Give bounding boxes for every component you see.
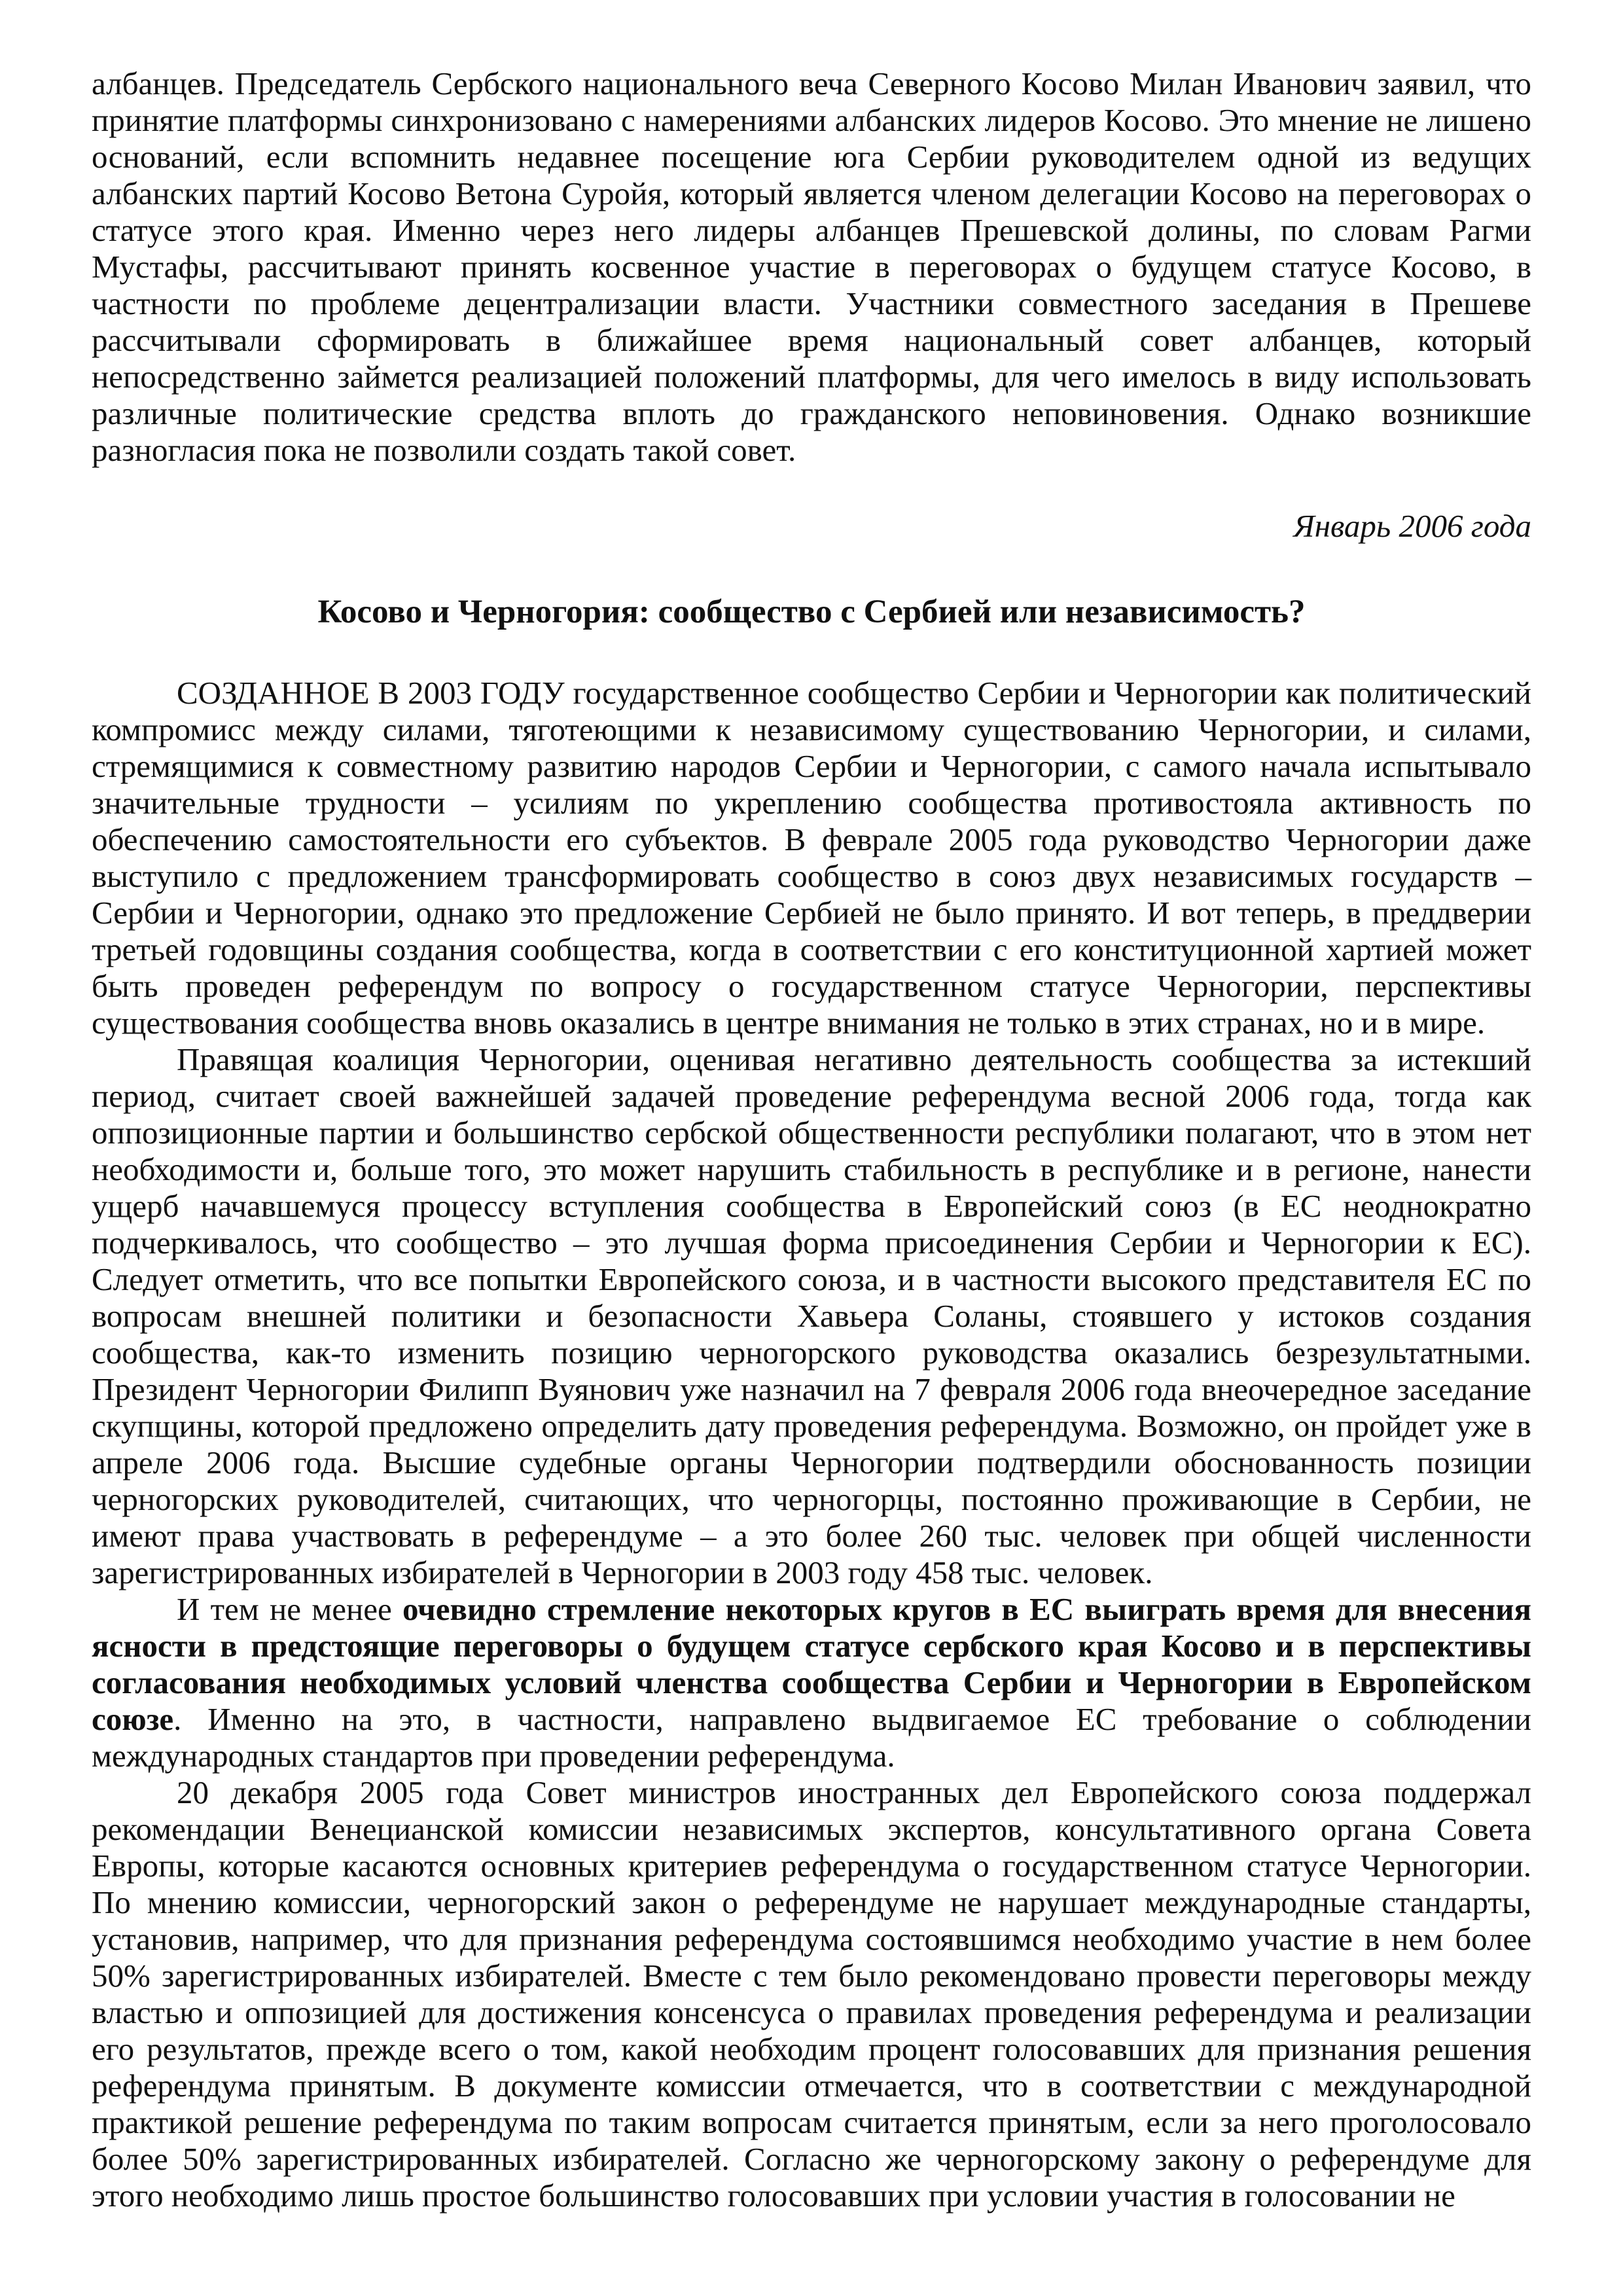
intro-paragraph: албанцев. Председатель Сербского национального веча Северного Косово Милан Иванович заявил, что принятие платформы синхронизовано с намерениями албанских лидеров Косово. Это мнение не лишено оснований, если вспомнить недавнее посещение юга Сербии руководителем одной из ведущих албанских партий Косово Ветона Суройя, который является членом делегации Косово на переговорах о статусе этого края. Именно через него лидеры албанцев Прешевской долины, по словам Рагми Мустафы, рассчитывают принять косвенное участие в переговорах о будущем статусе Косово, в частности по проблеме децентрализации власти. Участники совместного заседания в Прешеве рассчитывали сформировать в ближайшее время национальный совет албанцев, который непосредственно займется реализацией положений платформы, для чего имелось в виду использовать различные политические средства вплоть до гражданского неповиновения. Однако возникшие разногласия пока не позволили создать такой совет. xyxy=(92,65,1531,468)
date-line: Январь 2006 года xyxy=(1293,508,1531,544)
article-title: Косово и Черногория: сообщество с Сербией или независимость? xyxy=(317,594,1306,630)
paragraph-3-end: . Именно на это, в частности, направлено выдвигаемое ЕС требование о соблюдении международных стандартов при проведении референдума. xyxy=(92,1701,1531,1774)
paragraph-4: 20 декабря 2005 года Совет министров иностранных дел Европейского союза поддержал рекомендации Венецианской комиссии независимых экспертов, консультативного органа Совета Европы, которые касаются основных критериев референдума о государственном статусе Черногории. По мнению комиссии, черногорский закон о референдуме не нарушает международные стандарты, установив, например, что для признания референдума состоявшимся необходимо участие в нем более 50% зарегистрированных избирателей. Вместе с тем было рекомендовано провести переговоры между властью и оппозицией для достижения консенсуса о правилах проведения референдума и реализации его результатов, прежде всего о том, какой необходим процент голосовавших для признания решения референдума принятым. В документе комиссии отмечается, что в соответствии с международной практикой решение референдума по таким вопросам считается принятым, если за него проголосовало более 50% зарегистрированных избирателей. Согласно же черногорскому закону о референдуме для этого необходимо лишь простое большинство голосовавших при условии участия в голосовании не xyxy=(92,1774,1531,2214)
paragraph-3-start: И тем не менее xyxy=(177,1591,402,1627)
paragraph-1: СОЗДАННОЕ В 2003 ГОДУ государственное сообщество Сербии и Черногории как политический компромисс между силами, тяготеющими к независимому существованию Черногории, и силами, стремящимися к совместному развитию народов Сербии и Черногории, с самого начала испытывало значительные трудности – усилиям по укреплению сообщества противостояла активность по обеспечению самостоятельности его субъектов. В феврале 2005 года руководство Черногории даже выступило с предложением трансформировать сообщество в союз двух независимых государств – Сербии и Черногории, однако это предложение Сербией не было принято. И вот теперь, в преддверии третьей годовщины создания сообщества, когда в соответствии с его конституционной хартией может быть проведен референдум по вопросу о государственном статусе Черногории, перспективы существования сообщества вновь оказались в центре внимания не только в этих странах, но и в мире. xyxy=(92,675,1531,1041)
paragraph-2: Правящая коалиция Черногории, оценивая негативно деятельность сообщества за истекший период, считает своей важнейшей задачей проведение референдума весной 2006 года, тогда как оппозиционные партии и большинство сербской общественности республики полагают, что в этом нет необходимости и, больше того, это может нарушить стабильность в республике и в регионе, нанести ущерб начавшемуся процессу вступления сообщества в Европейский союз (в ЕС неоднократно подчеркивалось, что сообщество – это лучшая форма присоединения Сербии и Черногории к ЕС). Следует отметить, что все попытки Европейского союза, и в частности высокого представителя ЕС по вопросам внешней политики и безопасности Хавьера Соланы, стоявшего у истоков создания сообщества, как-то изменить позицию черногорского руководства оказались безрезультатными. Президент Черногории Филипп Вуянович уже назначил на 7 февраля 2006 года внеочередное заседание скупщины, которой предложено определить дату проведения референдума. Возможно, он пройдет уже в апреле 2006 года. Высшие судебные органы Черногории подтвердили обоснованность позиции черногорских руководителей, считающих, что черногорцы, постоянно проживающие в Сербии, не имеют права участвовать в референдуме – а это более 260 тыс. человек при общей численности зарегистрированных избирателей в Черногории в 2003 году 458 тыс. человек. xyxy=(92,1041,1531,1590)
document-page xyxy=(92,65,1531,2214)
paragraph-3-emphasis: очевидно стремление некоторых кругов в ЕС выиграть время для внесения ясности в предстоящие переговоры о будущем статусе сербского края Косово и в перспективы согласования необходимых условий членства сообщества Сербии и Черногории в Европейском союзе xyxy=(92,1591,1531,1737)
paragraph-3 xyxy=(92,1591,1531,1774)
